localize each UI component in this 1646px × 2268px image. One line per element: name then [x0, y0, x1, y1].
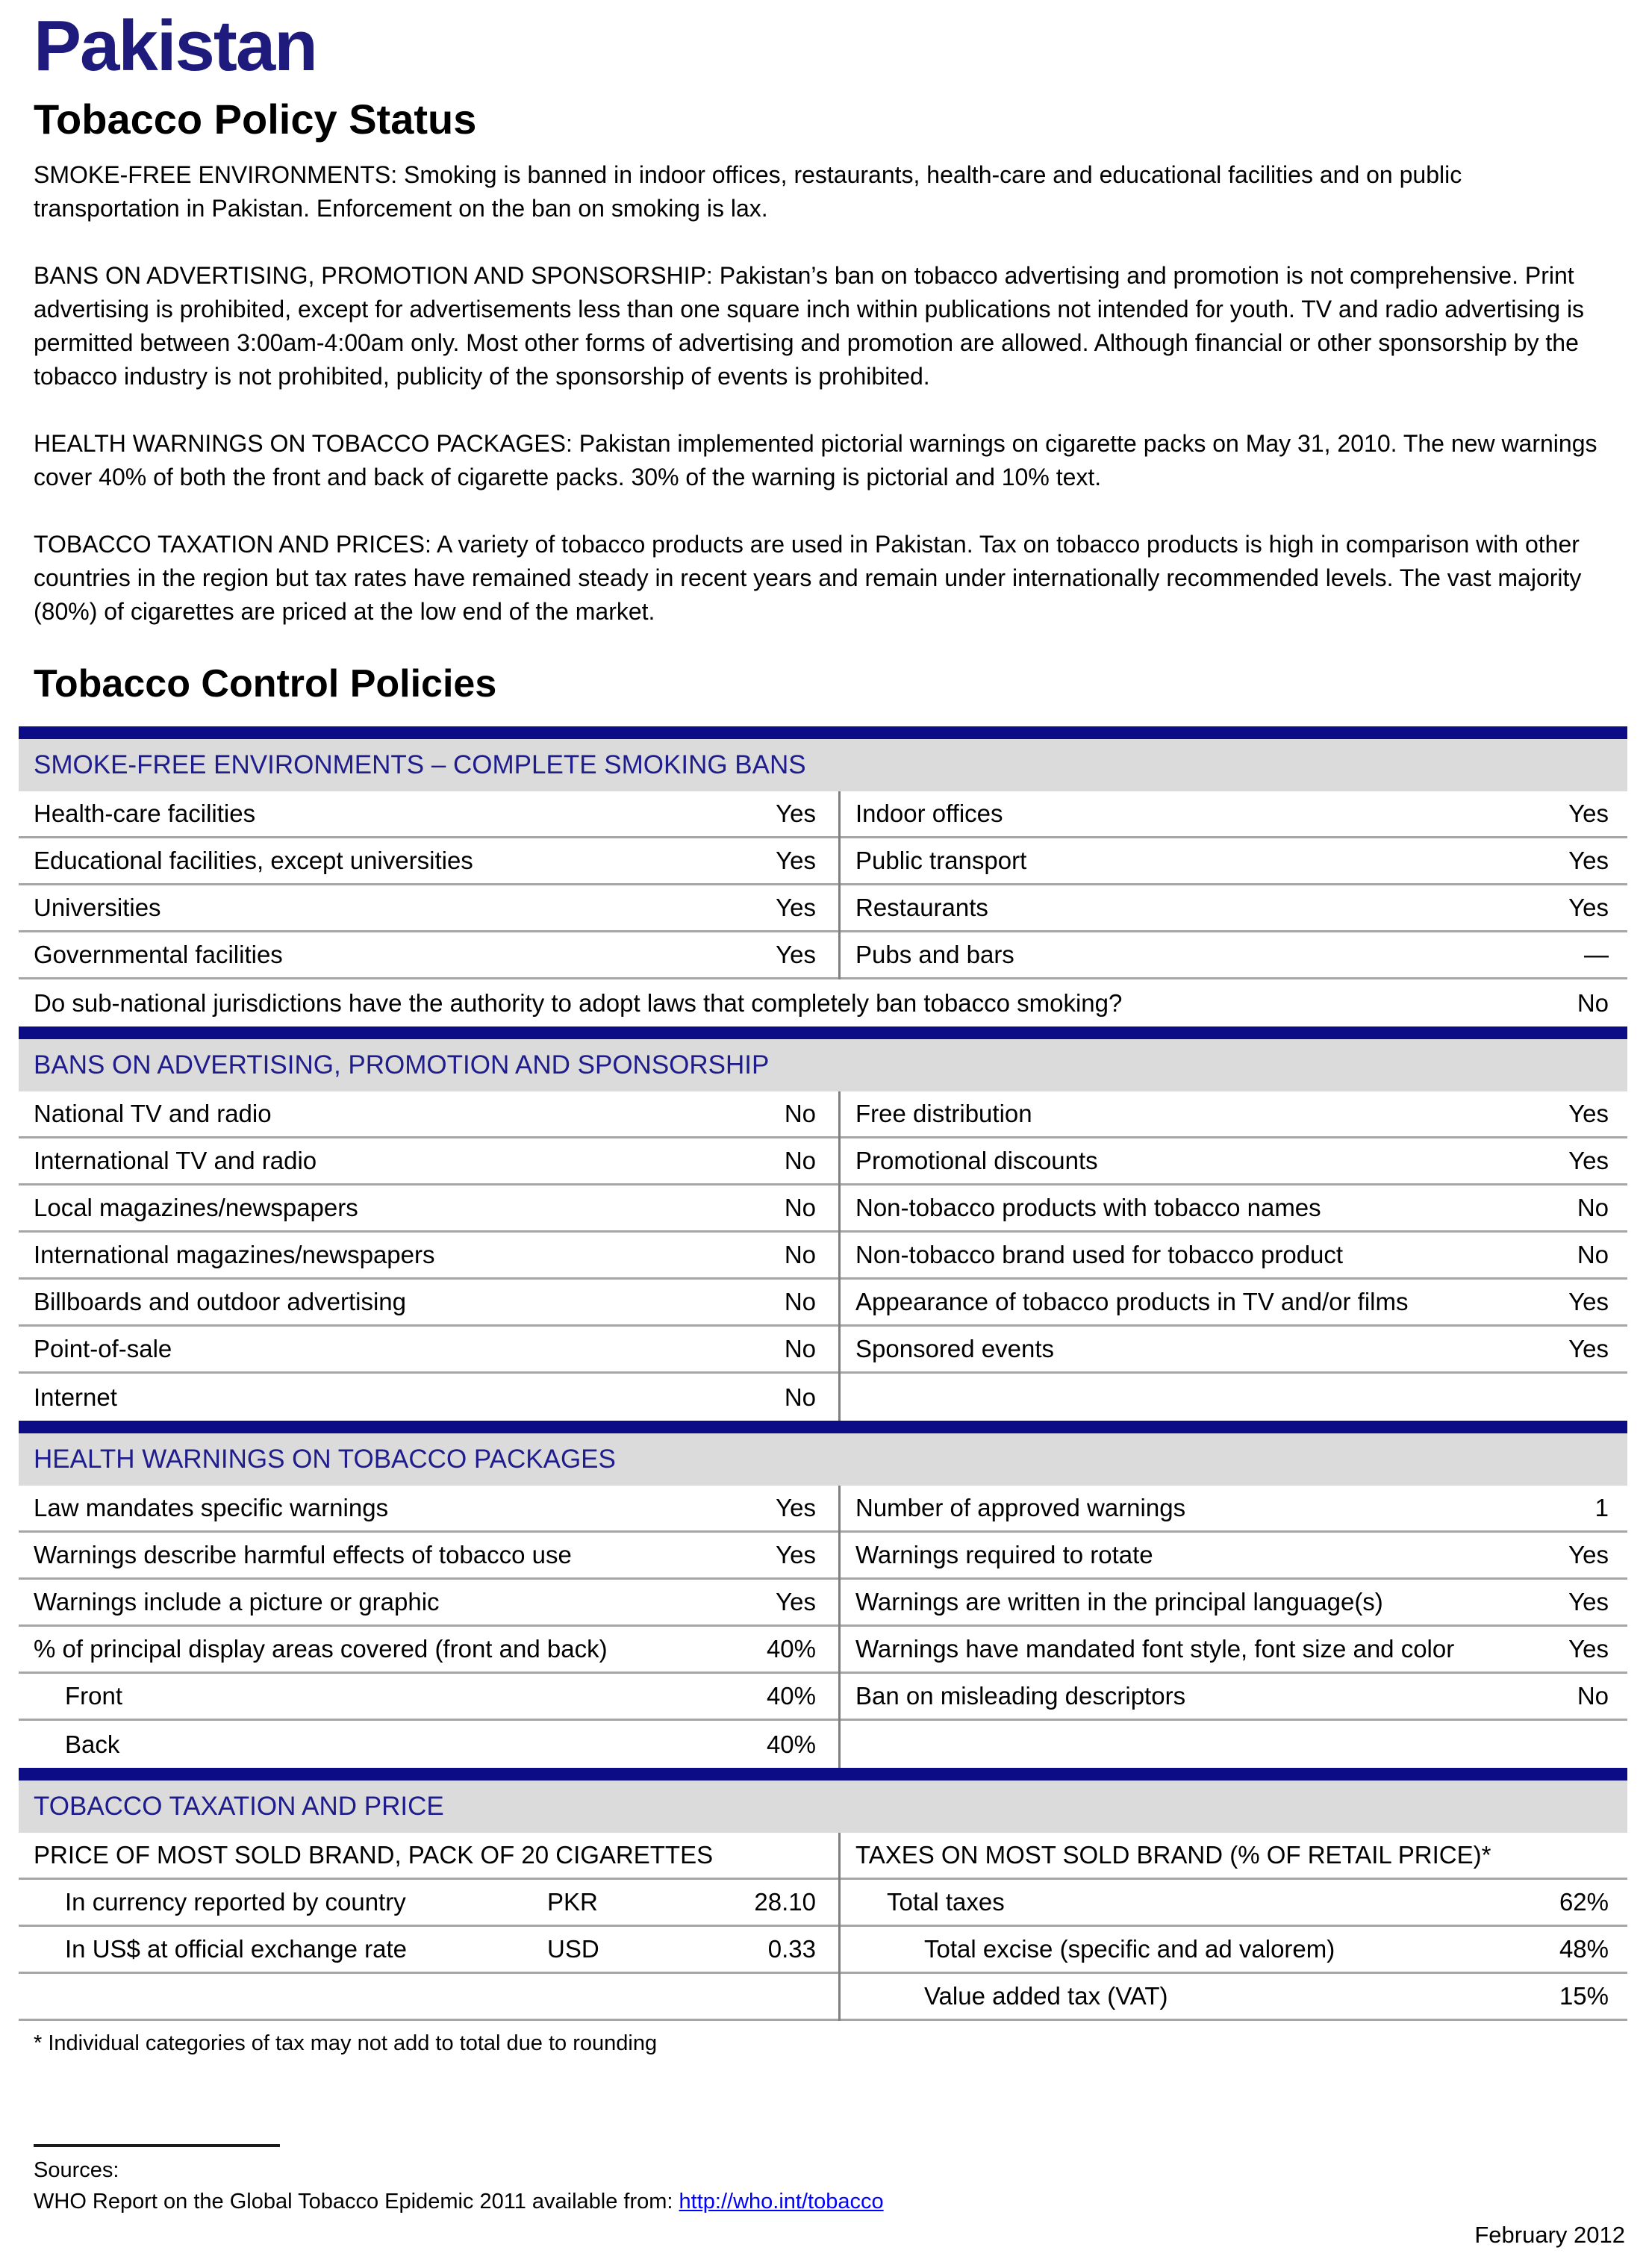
- row-label: Governmental facilities: [34, 941, 283, 969]
- row-label: Internet: [34, 1383, 117, 1411]
- table-row: [19, 979, 1627, 1026]
- row-value: No: [1577, 1682, 1609, 1710]
- table-row: [19, 1880, 838, 1927]
- table-left-column: [19, 791, 838, 979]
- row-value: No: [1577, 1241, 1609, 1269]
- table-row: [19, 1580, 838, 1627]
- sources-line: [34, 2186, 1627, 2217]
- table-row: [841, 1280, 1627, 1327]
- row-label: International TV and radio: [34, 1147, 317, 1175]
- row-value: 15%: [1559, 1982, 1609, 2010]
- table-row: [19, 1327, 838, 1374]
- row-value: 48%: [1559, 1935, 1609, 1963]
- section-table: [19, 791, 1627, 979]
- row-label: Do sub-national jurisdictions have the authority to adopt laws that completely ban tobacco smoking?: [34, 988, 1123, 1017]
- policies-heading: Tobacco Control Policies: [34, 662, 497, 706]
- row-value: No: [784, 1335, 816, 1363]
- row-label: International magazines/newspapers: [34, 1241, 435, 1269]
- row-label: In currency reported by country: [65, 1888, 406, 1916]
- paragraph-taxation-prices: TOBACCO TAXATION AND PRICES: A variety of tobacco products are used in Pakistan. Tax on tobacco products is high in comparison with other countries in the region but tax rates have remained steady in recent years and remain under internationally recommended levels. The vast majority (80%) of cigarettes are priced at the low end of the market.: [34, 531, 1582, 626]
- table-row: [841, 1674, 1627, 1721]
- policy-section-1: [19, 726, 1627, 1026]
- section-table: [19, 1486, 1627, 1768]
- left-column-subheader: [19, 1833, 838, 1880]
- row-label: Pubs and bars: [855, 941, 1014, 969]
- table-row: [841, 1974, 1627, 2021]
- row-value: Yes: [1568, 1588, 1609, 1616]
- row-label: Free distribution: [855, 1100, 1032, 1128]
- row-value: Yes: [776, 941, 816, 969]
- right-column-subheader: [841, 1833, 1627, 1880]
- row-value: Yes: [1568, 1147, 1609, 1175]
- row-value: Yes: [776, 1494, 816, 1522]
- row-label: Back: [65, 1730, 120, 1758]
- sources-divider: [34, 2144, 280, 2147]
- table-right-column: [838, 1486, 1627, 1768]
- table-row: [19, 1927, 838, 1974]
- row-label: Sponsored events: [855, 1335, 1055, 1363]
- row-label: Educational facilities, except universities: [34, 847, 473, 875]
- table-row: [19, 1486, 838, 1533]
- table-row: [19, 1233, 838, 1280]
- row-label: Indoor offices: [855, 800, 1003, 828]
- row-label: Total taxes: [887, 1888, 1005, 1916]
- table-row: [19, 932, 838, 979]
- table-row: [841, 1927, 1627, 1974]
- row-label: Restaurants: [855, 894, 988, 922]
- row-label: Universities: [34, 894, 161, 922]
- table-left-column: [19, 1833, 838, 2021]
- policy-sections: [19, 726, 1627, 2021]
- table-row: [19, 1280, 838, 1327]
- table-row: [841, 1721, 1627, 1768]
- table-left-column: [19, 1486, 838, 1768]
- table-row: [841, 1580, 1627, 1627]
- section-table: [19, 1833, 1627, 2021]
- table-row: [19, 791, 838, 838]
- section-accent-bar: [19, 1421, 1627, 1433]
- section-accent-bar: [19, 1768, 1627, 1781]
- row-value: Yes: [776, 847, 816, 875]
- row-label: Point-of-sale: [34, 1335, 172, 1363]
- table-row: [841, 791, 1627, 838]
- row-label: Total excise (specific and ad valorem): [924, 1935, 1335, 1963]
- row-value: 0.33: [767, 1935, 816, 1963]
- tax-footnote: * Individual categories of tax may not add to total due to rounding: [34, 2031, 658, 2056]
- row-label: Warnings have mandated font style, font size and color: [855, 1635, 1455, 1663]
- paragraph-smoke-free-environments: SMOKE-FREE ENVIRONMENTS: Smoking is banned in indoor offices, restaurants, health-care and educational facilities and on public transportation in Pakistan. Enforcement on the ban on smoking is lax.: [34, 161, 1462, 222]
- table-row: [19, 1091, 838, 1138]
- row-value: 1: [1594, 1494, 1609, 1522]
- policy-section-4: [19, 1768, 1627, 2021]
- row-label: Billboards and outdoor advertising: [34, 1288, 406, 1316]
- section-accent-bar: [19, 1026, 1627, 1039]
- table-row: [19, 1674, 838, 1721]
- subheader-label: TAXES ON MOST SOLD BRAND (% OF RETAIL PRICE)*: [855, 1841, 1491, 1869]
- row-value: Yes: [776, 1588, 816, 1616]
- row-value: Yes: [1568, 894, 1609, 922]
- row-label: Ban on misleading descriptors: [855, 1682, 1186, 1710]
- row-label: Warnings describe harmful effects of tobacco use: [34, 1541, 572, 1569]
- table-row: [19, 1974, 838, 2021]
- row-value: Yes: [1568, 800, 1609, 828]
- row-value: 62%: [1559, 1888, 1609, 1916]
- row-label: Non-tobacco brand used for tobacco product: [855, 1241, 1344, 1269]
- table-row: [19, 885, 838, 932]
- table-row: [19, 1374, 838, 1421]
- row-label: Warnings are written in the principal language(s): [855, 1588, 1383, 1616]
- policy-section-3: [19, 1421, 1627, 1768]
- section-accent-bar: [19, 726, 1627, 739]
- row-value: No: [1577, 1194, 1609, 1222]
- row-value: 40%: [766, 1682, 816, 1710]
- row-value: No: [784, 1194, 816, 1222]
- table-row: [19, 1721, 838, 1768]
- table-row: [841, 1186, 1627, 1233]
- row-value: Yes: [1568, 847, 1609, 875]
- table-right-column: [838, 791, 1627, 979]
- table-row: [841, 932, 1627, 979]
- table-right-column: [838, 1833, 1627, 2021]
- section-title: HEALTH WARNINGS ON TOBACCO PACKAGES: [19, 1433, 1627, 1486]
- table-row: [19, 838, 838, 885]
- row-value: No: [784, 1241, 816, 1269]
- page-title: Pakistan: [34, 6, 317, 86]
- row-label: Promotional discounts: [855, 1147, 1098, 1175]
- row-label: Non-tobacco products with tobacco names: [855, 1194, 1321, 1222]
- table-row: [841, 1486, 1627, 1533]
- paragraph-advertising-bans: BANS ON ADVERTISING, PROMOTION AND SPONSORSHIP: Pakistan’s ban on tobacco advertising and promotion is not comprehensive. Print advertising is prohibited, except for advertisements less than one square inch within publications not intended for youth. TV and radio advertising is permitted between 3:00am-4:00am only. Most other forms of advertising and promotion are allowed. Although financial or other sponsorship by the tobacco industry is not prohibited, publicity of the sponsorship of events is prohibited.: [34, 262, 1585, 390]
- table-row: [841, 1627, 1627, 1674]
- currency-code: PKR: [547, 1888, 598, 1916]
- table-row: [19, 1533, 838, 1580]
- row-label: Health-care facilities: [34, 800, 256, 828]
- section-table: [19, 1091, 1627, 1421]
- row-value: No: [784, 1383, 816, 1411]
- sources-label: Sources:: [34, 2158, 119, 2183]
- row-value: 28.10: [754, 1888, 816, 1916]
- row-value: Yes: [776, 800, 816, 828]
- row-label: In US$ at official exchange rate: [65, 1935, 408, 1963]
- sources-text: WHO Report on the Global Tobacco Epidemic 2011 available from:: [34, 2190, 679, 2214]
- row-value: 40%: [766, 1635, 816, 1663]
- table-right-column: [838, 1091, 1627, 1421]
- row-label: Value added tax (VAT): [924, 1982, 1168, 2010]
- row-value: Yes: [1568, 1635, 1609, 1663]
- section-title: BANS ON ADVERTISING, PROMOTION AND SPONSORSHIP: [19, 1039, 1627, 1091]
- table-row: [841, 885, 1627, 932]
- row-label: Appearance of tobacco products in TV and/or films: [855, 1288, 1409, 1316]
- row-label: Warnings required to rotate: [855, 1541, 1153, 1569]
- row-value: Yes: [1568, 1335, 1609, 1363]
- table-left-column: [19, 1091, 838, 1421]
- row-value: —: [1584, 941, 1609, 969]
- row-value: Yes: [1568, 1288, 1609, 1316]
- table-row: [841, 1880, 1627, 1927]
- policy-section-2: [19, 1026, 1627, 1421]
- row-value: No: [1577, 988, 1609, 1017]
- row-value: Yes: [776, 894, 816, 922]
- table-row: [841, 1233, 1627, 1280]
- row-value: Yes: [776, 1541, 816, 1569]
- row-label: Warnings include a picture or graphic: [34, 1588, 440, 1616]
- table-row: [841, 1138, 1627, 1186]
- row-label: Front: [65, 1682, 123, 1710]
- table-row: [19, 1627, 838, 1674]
- subheader-label: PRICE OF MOST SOLD BRAND, PACK OF 20 CIGARETTES: [34, 1841, 714, 1869]
- row-label: Public transport: [855, 847, 1027, 875]
- table-row: [841, 1091, 1627, 1138]
- table-row: [841, 838, 1627, 885]
- section-title: TOBACCO TAXATION AND PRICE: [19, 1781, 1627, 1833]
- row-value: Yes: [1568, 1541, 1609, 1569]
- table-row: [841, 1533, 1627, 1580]
- row-value: 40%: [766, 1730, 816, 1758]
- section-title: SMOKE-FREE ENVIRONMENTS – COMPLETE SMOKING BANS: [19, 739, 1627, 791]
- table-row: [841, 1374, 1627, 1421]
- row-value: No: [784, 1147, 816, 1175]
- table-row: [19, 1138, 838, 1186]
- row-label: Local magazines/newspapers: [34, 1194, 358, 1222]
- publication-date: February 2012: [1474, 2222, 1625, 2248]
- table-row: [19, 1186, 838, 1233]
- row-label: % of principal display areas covered (front and back): [34, 1635, 608, 1663]
- row-value: No: [784, 1288, 816, 1316]
- row-label: National TV and radio: [34, 1100, 272, 1128]
- paragraph-health-warnings: HEALTH WARNINGS ON TOBACCO PACKAGES: Pakistan implemented pictorial warnings on cigarette packs on May 31, 2010. The new warnings cover 40% of both the front and back of cigarette packs. 30% of the warning is pictorial and 10% text.: [34, 430, 1597, 491]
- currency-code: USD: [547, 1935, 599, 1963]
- row-value: No: [784, 1100, 816, 1128]
- row-value: Yes: [1568, 1100, 1609, 1128]
- row-label: Law mandates specific warnings: [34, 1494, 389, 1522]
- page-subtitle: Tobacco Policy Status: [34, 95, 477, 143]
- row-label: Number of approved warnings: [855, 1494, 1186, 1522]
- sources-link[interactable]: http://who.int/tobacco: [679, 2190, 884, 2214]
- table-row: [841, 1327, 1627, 1374]
